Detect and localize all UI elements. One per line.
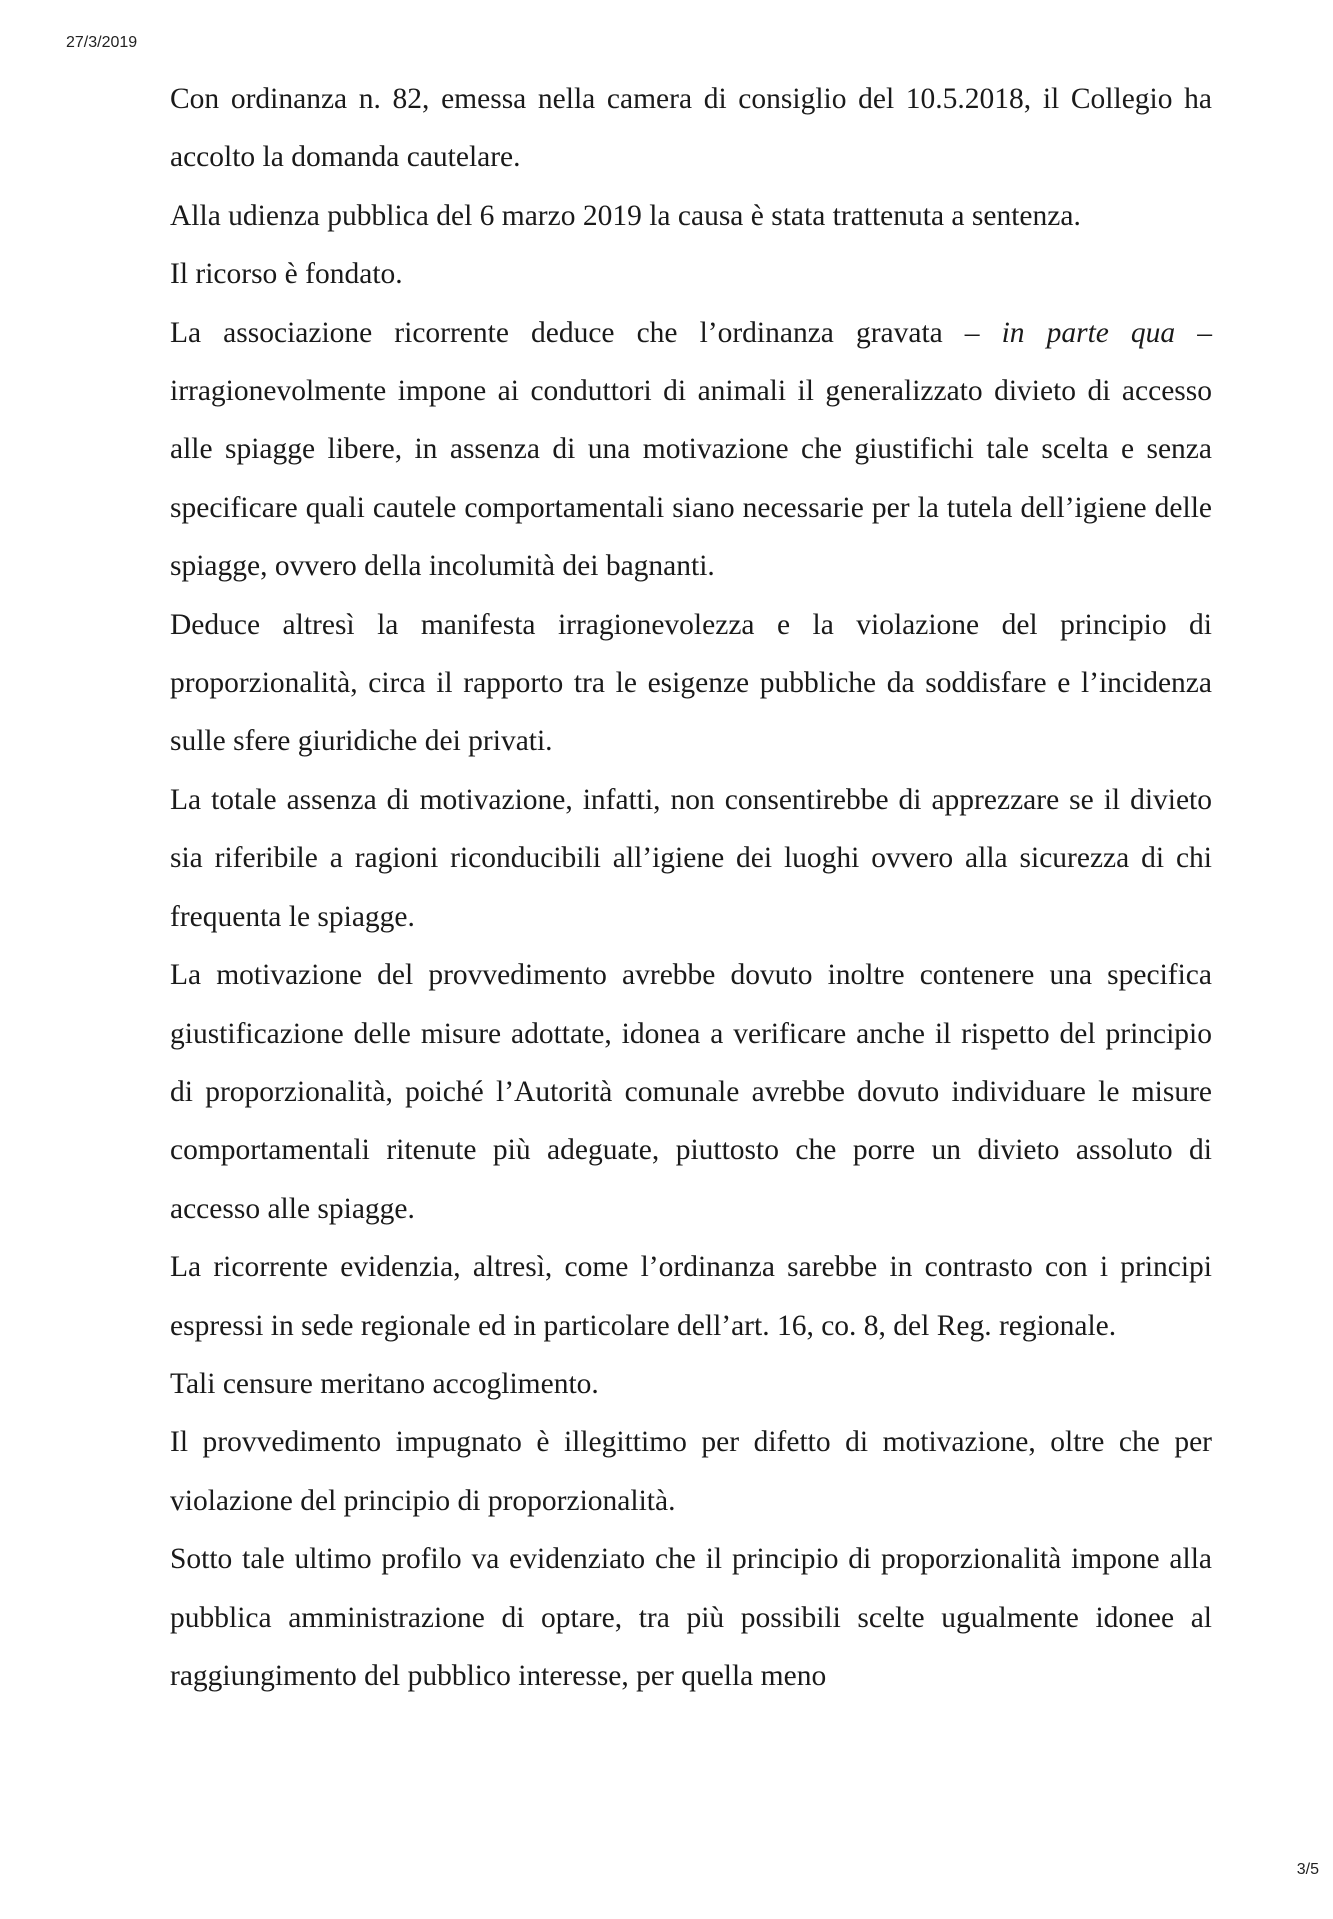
- paragraph-udienza: Alla udienza pubblica del 6 marzo 2019 la causa è stata trattenuta a sentenza.: [170, 199, 1081, 232]
- paragraph-motivazione-provvedimento: La motivazione del provvedimento avrebbe dovuto inoltre contenere una specifica giustificazione delle misure adottate, idonea a verificare anche il rispetto del principio di proporzionalità, poiché l’Autorità comunale avrebbe dovuto individuare le misure comportamentali ritenute più adeguate, piuttosto che porre un divieto assoluto di accesso alle spiagge.: [170, 959, 1212, 1225]
- paragraph-contrasto-regionale: La ricorrente evidenzia, altresì, come l’ordinanza sarebbe in contrasto con i principi espressi in sede regionale ed in particolare dell’art. 16, co. 8, del Reg. regionale.: [170, 1251, 1212, 1342]
- paragraph-illegittimita: Il provvedimento impugnato è illegittimo per difetto di motivazione, oltre che per violazione del principio di proporzionalità.: [170, 1426, 1212, 1517]
- italic-phrase: in parte qua: [1001, 316, 1176, 349]
- paragraph-deduzione-ricorrente: [170, 304, 1212, 596]
- page-number: 3/5: [1296, 1861, 1319, 1878]
- print-date: 27/3/2019: [66, 34, 138, 51]
- paragraph-censure: Tali censure meritano accoglimento.: [170, 1367, 599, 1400]
- paragraph-assenza-motivazione: La totale assenza di motivazione, infatti, non consentirebbe di apprezzare se il divieto sia riferibile a ragioni riconducibili all’igiene dei luoghi ovvero alla sicurezza di chi frequenta le spiagge.: [170, 783, 1212, 933]
- paragraph-proporzionalita: Sotto tale ultimo profilo va evidenziato che il principio di proporzionalità impone alla pubblica amministrazione di optare, tra più possibili scelte ugualmente idonee al raggiungimento del pubblico interesse, per quella meno: [170, 1543, 1212, 1692]
- paragraph-irragionevolezza: Deduce altresì la manifesta irragionevolezza e la violazione del principio di proporzionalità, circa il rapporto tra le esigenze pubbliche da soddisfare e l’incidenza sulle sfere giuridiche dei privati.: [170, 608, 1212, 758]
- paragraph-text: La associazione ricorrente deduce che l’ordinanza gravata –: [170, 316, 1002, 349]
- paragraph-text: – irragionevolmente impone ai conduttori di animali il generalizzato divieto di accesso alle spiagge libere, in assenza di una motivazione che giustifichi tale scelta e senza specificare quali cautele comportamentali siano necessarie per la tutela dell’igiene delle spiagge, ovvero della incolumità dei bagnanti.: [170, 316, 1212, 583]
- document-body: [170, 70, 1212, 1705]
- paragraph-ordinanza: Con ordinanza n. 82, emessa nella camera di consiglio del 10.5.2018, il Collegio ha accolto la domanda cautelare.: [170, 83, 1212, 174]
- paragraph-ricorso-fondato: Il ricorso è fondato.: [170, 258, 403, 291]
